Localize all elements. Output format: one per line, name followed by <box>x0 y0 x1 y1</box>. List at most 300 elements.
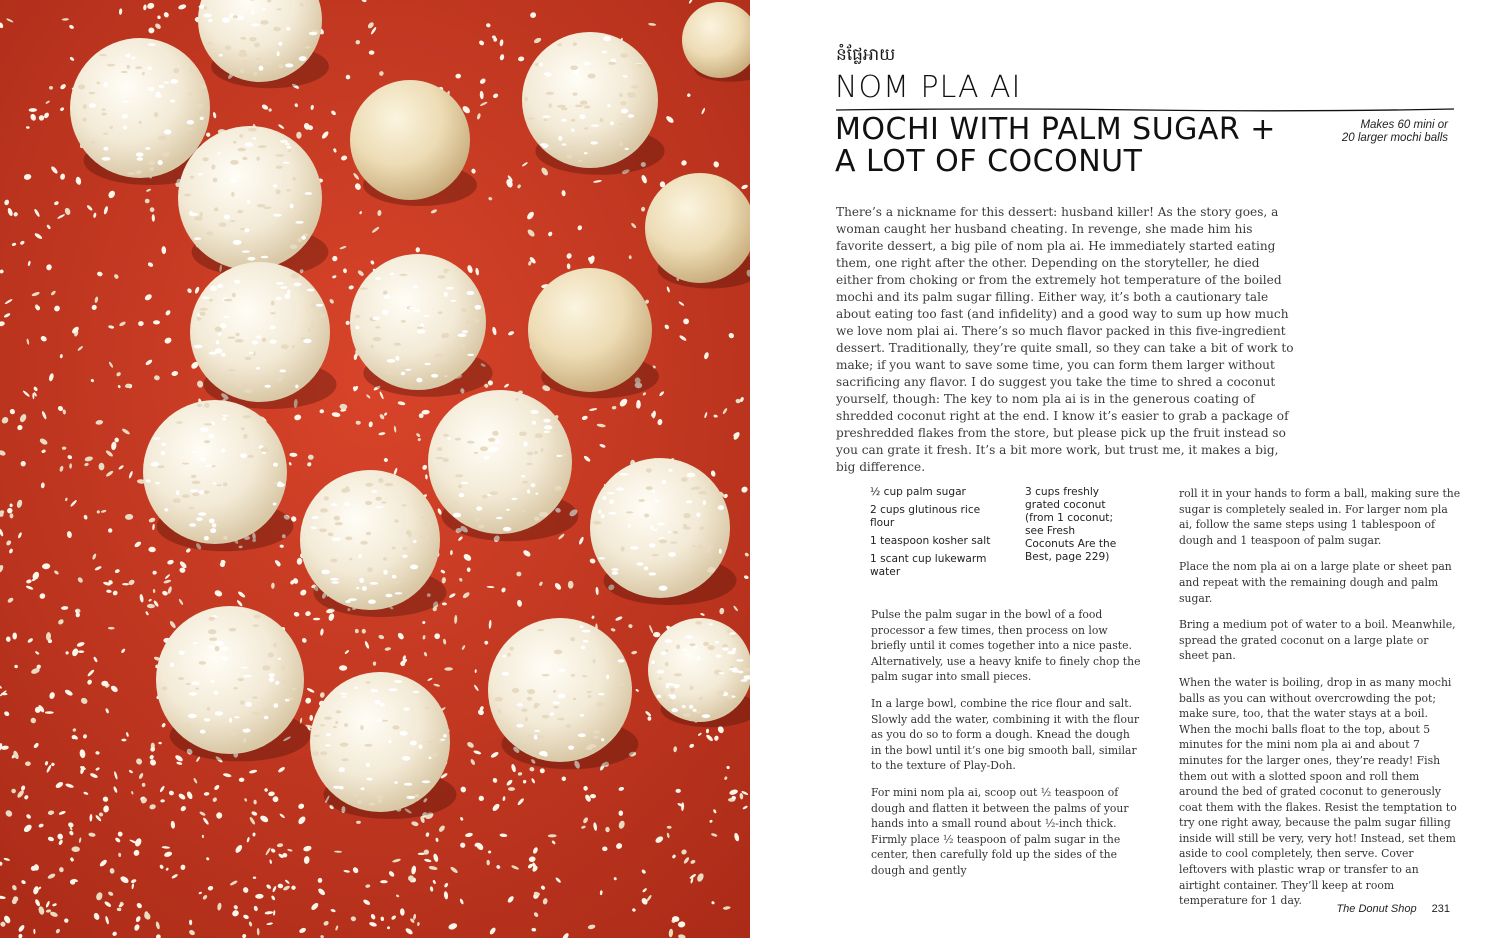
coconut-flake <box>554 650 563 655</box>
coconut-flake <box>256 335 261 339</box>
coconut-flake <box>727 694 732 699</box>
coconut-flake <box>305 192 313 195</box>
coconut-flake <box>380 703 385 706</box>
coconut-flake <box>206 465 213 467</box>
coconut-flake <box>539 512 548 517</box>
yield-line-1: Makes 60 mini or <box>1360 119 1448 131</box>
coconut-flake <box>356 587 359 589</box>
coconut-flake <box>325 744 330 746</box>
coconut-flake <box>730 666 734 668</box>
coconut-flake <box>611 568 619 570</box>
coconut-flake <box>423 315 430 317</box>
coconut-flake <box>197 317 202 321</box>
coated-mochi-ball <box>522 32 658 168</box>
coconut-flake <box>216 484 222 486</box>
coconut-flake <box>553 690 556 693</box>
coconut-flake <box>127 172 135 174</box>
coconut-flake <box>621 546 625 551</box>
coconut-flake <box>668 469 672 472</box>
coconut-flake <box>381 501 386 503</box>
coconut-flake <box>668 552 676 557</box>
coconut-flake <box>287 146 292 149</box>
coconut-flake <box>200 730 206 734</box>
coconut-flake <box>534 451 538 454</box>
coconut-flake <box>659 539 667 543</box>
coconut-flake <box>240 453 247 458</box>
coconut-flake <box>522 509 526 512</box>
coconut-flake <box>101 681 108 687</box>
coconut-flake <box>243 415 252 418</box>
coconut-flake <box>335 710 341 713</box>
coconut-flake <box>403 367 411 369</box>
coconut-flake <box>216 340 220 344</box>
coconut-flake <box>652 489 655 493</box>
coconut-flake <box>414 794 419 797</box>
coconut-flake <box>416 378 422 383</box>
coconut-flake <box>601 738 604 741</box>
coconut-flake <box>345 537 352 541</box>
coconut-flake <box>588 74 596 79</box>
coconut-flake <box>531 410 539 414</box>
coconut-flake <box>342 695 346 697</box>
coconut-flake <box>495 697 503 702</box>
coconut-flake <box>628 114 634 118</box>
coconut-flake <box>420 535 429 539</box>
coconut-flake <box>572 93 577 96</box>
coconut-flake <box>366 681 371 683</box>
coconut-flake <box>256 367 260 370</box>
coconut-flake <box>652 529 658 531</box>
coconut-flake <box>385 594 392 598</box>
coconut-flake <box>537 629 544 631</box>
coconut-flake <box>340 693 347 695</box>
coconut-flake <box>209 434 215 439</box>
coconut-flake <box>78 84 85 89</box>
coconut-flake <box>383 291 388 295</box>
coconut-flake <box>83 104 87 109</box>
coconut-flake <box>253 877 256 879</box>
coconut-flake <box>539 63 544 67</box>
coconut-flake <box>697 656 701 660</box>
coconut-flake <box>291 273 299 278</box>
coconut-flake <box>121 71 128 73</box>
coconut-flake <box>699 697 704 701</box>
running-section-title: The Donut Shop <box>1336 903 1417 915</box>
coconut-flake <box>357 800 362 803</box>
coconut-flake <box>247 200 250 204</box>
coconut-flake <box>224 215 230 220</box>
method-column-2 <box>1179 486 1461 920</box>
coconut-flake <box>402 756 410 761</box>
coconut-flake <box>401 320 406 323</box>
coconut-flake <box>236 333 240 337</box>
coconut-flake <box>394 519 399 523</box>
coconut-flake <box>455 474 463 477</box>
coconut-flake <box>300 3 304 7</box>
coconut-flake <box>188 127 194 129</box>
ingredient-item: 1 teaspoon kosher salt <box>870 535 991 547</box>
coconut-flake <box>450 300 456 302</box>
coconut-flake <box>320 313 326 318</box>
coconut-flake <box>90 141 95 144</box>
coconut-flake <box>335 721 338 724</box>
coconut-flake <box>340 743 349 747</box>
coconut-flake <box>582 675 587 677</box>
coconut-flake <box>482 495 487 499</box>
coconut-flake <box>410 565 418 570</box>
coconut-flake <box>88 92 95 94</box>
coconut-flake <box>392 547 396 550</box>
coconut-flake <box>173 68 179 73</box>
recipe-yield <box>1288 119 1448 145</box>
coconut-flake <box>571 119 575 122</box>
coconut-flake <box>519 432 527 436</box>
coconut-flake <box>264 716 269 720</box>
coconut-flake <box>610 121 614 125</box>
coconut-flake <box>534 517 540 521</box>
coconut-flake <box>527 697 532 701</box>
coconut-flake <box>153 437 160 439</box>
coconut-flake <box>234 687 238 689</box>
coconut-flake <box>621 109 628 114</box>
coconut-flake <box>307 289 315 292</box>
coconut-flake <box>619 93 623 97</box>
coconut-flake <box>557 43 562 46</box>
coconut-flake <box>198 173 203 175</box>
coconut-flake <box>584 127 589 129</box>
coconut-flake <box>203 13 211 17</box>
coconut-flake <box>523 741 527 744</box>
coconut-flake <box>97 81 100 84</box>
coconut-flake <box>349 558 352 561</box>
coconut-flake <box>544 119 548 121</box>
coconut-flake <box>392 725 399 729</box>
coconut-flake <box>503 527 511 531</box>
coconut-flake <box>207 42 212 45</box>
coconut-flake <box>628 94 637 98</box>
coconut-flake <box>553 706 559 709</box>
coconut-flake <box>375 497 381 501</box>
coconut-flake <box>251 10 255 15</box>
coconut-flake <box>320 724 325 726</box>
coconut-flake <box>185 683 191 685</box>
coconut-flake <box>233 15 238 18</box>
coconut-flake <box>223 536 227 540</box>
coconut-flake <box>276 282 284 285</box>
coconut-flake <box>279 369 286 372</box>
coconut-flake <box>524 97 528 102</box>
coated-mochi-ball <box>156 606 304 754</box>
coconut-flake <box>121 101 130 103</box>
coconut-flake <box>191 682 200 686</box>
coconut-flake <box>275 446 278 451</box>
coconut-flake <box>394 581 399 585</box>
coconut-flake <box>512 506 516 509</box>
coconut-flake <box>707 544 714 549</box>
coconut-flake <box>189 69 193 72</box>
coconut-flake <box>542 715 549 719</box>
coconut-flake <box>202 296 210 299</box>
recipe-title-line-1: MOCHI WITH PALM SUGAR + <box>835 112 1276 147</box>
coconut-flake <box>229 718 232 723</box>
coconut-flake <box>568 746 574 750</box>
coconut-flake <box>419 745 423 750</box>
coconut-flake <box>665 662 669 667</box>
coconut-flake <box>184 194 192 197</box>
coconut-flake <box>612 571 619 575</box>
coconut-flake <box>135 66 142 69</box>
coconut-flake <box>241 667 249 669</box>
coconut-flake <box>281 344 289 349</box>
coconut-flake <box>385 483 394 486</box>
coconut-flake <box>252 137 256 139</box>
coconut-flake <box>618 659 625 662</box>
coconut-flake <box>580 100 588 104</box>
coconut-flake <box>380 880 388 883</box>
coconut-flake <box>492 431 498 436</box>
coconut-flake <box>244 389 253 393</box>
coconut-flake <box>223 482 228 486</box>
coconut-flake <box>414 309 420 313</box>
coconut-flake <box>626 511 633 513</box>
coconut-flake <box>182 463 189 465</box>
coconut-flake <box>276 8 282 10</box>
coconut-flake <box>233 240 242 245</box>
coconut-flake <box>278 42 282 46</box>
coconut-flake <box>686 500 693 503</box>
coconut-flake <box>365 501 372 505</box>
coconut-flake <box>431 374 438 378</box>
ingredient-column-right <box>1025 486 1125 569</box>
coconut-flake <box>580 714 585 717</box>
coconut-flake <box>209 518 215 523</box>
coconut-flake <box>277 378 282 382</box>
coconut-flake <box>316 304 324 307</box>
coconut-flake <box>342 758 349 761</box>
coconut-flake <box>417 327 424 329</box>
coconut-flake <box>378 799 382 803</box>
coconut-flake <box>364 744 372 747</box>
ingredient-item: 2 cups glutinous rice flour <box>870 504 981 529</box>
coconut-flake <box>413 691 419 693</box>
coconut-flake <box>444 375 448 377</box>
coconut-flake <box>658 522 665 525</box>
coconut-flake <box>224 299 232 302</box>
coconut-flake <box>301 236 306 240</box>
coconut-flake <box>228 733 236 736</box>
coated-mochi-ball <box>300 470 440 610</box>
coconut-flake <box>521 708 527 712</box>
coconut-flake <box>253 614 261 618</box>
coconut-flake <box>192 492 199 496</box>
coconut-flake <box>372 317 380 321</box>
coconut-flake <box>179 651 185 656</box>
coconut-flake <box>665 650 669 652</box>
coconut-flake <box>204 536 209 540</box>
coconut-flake <box>696 513 700 518</box>
recipe-page <box>750 0 1500 938</box>
coconut-flake <box>215 646 219 651</box>
coconut-flake <box>692 545 695 547</box>
coconut-flake <box>526 118 534 120</box>
coconut-flake <box>453 501 458 503</box>
coconut-flake <box>571 129 574 132</box>
coconut-flake <box>586 691 592 693</box>
coconut-flake <box>370 362 376 365</box>
coconut-flake <box>49 86 53 90</box>
coconut-flake <box>508 653 511 657</box>
coconut-flake <box>304 46 310 48</box>
coconut-flake <box>199 312 205 316</box>
coconut-flake <box>619 142 623 145</box>
coconut-flake <box>285 143 290 146</box>
coconut-flake <box>324 717 332 720</box>
recipe-title <box>835 114 1285 178</box>
coconut-flake <box>609 500 614 504</box>
coconut-flake <box>256 157 259 161</box>
coconut-flake <box>537 735 545 738</box>
coconut-flake <box>511 498 517 500</box>
coconut-flake <box>509 647 514 651</box>
coconut-flake <box>526 734 533 738</box>
coconut-flake <box>277 51 280 56</box>
coconut-flake <box>142 72 145 75</box>
coconut-flake <box>620 53 628 57</box>
coconut-flake <box>553 454 556 459</box>
coconut-flake <box>345 489 350 492</box>
coconut-flake <box>110 126 114 129</box>
coconut-flake <box>741 679 748 682</box>
coconut-flake <box>607 492 615 494</box>
coconut-flake <box>603 36 611 41</box>
coconut-flake <box>190 176 194 179</box>
coconut-flake <box>243 60 249 63</box>
coconut-flake <box>562 143 567 145</box>
coconut-flake <box>290 204 294 209</box>
coconut-flake <box>208 19 213 23</box>
coconut-flake <box>278 481 282 484</box>
coconut-flake <box>663 695 666 700</box>
coconut-flake <box>240 68 244 73</box>
coconut-flake <box>137 157 143 160</box>
coconut-flake <box>331 503 337 506</box>
coconut-flake <box>674 673 682 676</box>
coconut-flake <box>544 753 548 757</box>
coconut-flake <box>239 50 246 54</box>
coconut-flake <box>204 6 207 10</box>
coconut-flake <box>280 140 288 143</box>
coconut-flake <box>422 780 431 783</box>
coconut-flake <box>221 656 228 660</box>
coconut-flake <box>173 498 181 503</box>
coconut-flake <box>653 632 660 637</box>
coconut-flake <box>473 318 479 323</box>
coconut-flake <box>646 468 652 473</box>
coconut-flake <box>542 674 550 676</box>
coconut-flake <box>515 398 518 401</box>
coconut-flake <box>402 547 407 550</box>
coconut-flake <box>546 92 554 95</box>
page-footer <box>1336 903 1450 915</box>
method-step: Pulse the palm sugar in the bowl of a food processor a few times, then process on low briefly until it comes together into a nice paste. Alternatively, use a heavy knife to finely chop the palm sugar into small pieces. <box>871 608 1141 684</box>
coconut-flake <box>244 228 249 232</box>
coated-mochi-ball <box>428 390 572 534</box>
coconut-flake <box>396 783 401 786</box>
coconut-flake <box>209 299 213 302</box>
coconut-flake <box>368 600 376 604</box>
coconut-flake <box>377 795 383 799</box>
coconut-flake <box>344 723 348 727</box>
coconut-flake <box>673 531 678 534</box>
coconut-flake <box>292 687 296 690</box>
coconut-flake <box>467 441 475 444</box>
coconut-flake <box>227 336 235 339</box>
coconut-flake <box>139 121 142 124</box>
coconut-flake <box>414 769 423 773</box>
coconut-flake <box>703 500 706 505</box>
coconut-flake <box>276 166 283 169</box>
coconut-flake <box>135 170 141 174</box>
coconut-flake <box>198 512 206 516</box>
coconut-flake <box>683 713 691 717</box>
coconut-flake <box>325 585 330 587</box>
coconut-flake <box>170 100 175 103</box>
coconut-flake <box>600 118 604 122</box>
coconut-flake <box>234 716 239 718</box>
coconut-flake <box>561 453 567 455</box>
coconut-flake <box>155 482 160 484</box>
coconut-flake <box>164 508 168 511</box>
coconut-flake <box>122 114 128 118</box>
coconut-flake <box>333 786 340 789</box>
coconut-flake <box>402 555 408 558</box>
coconut-flake <box>170 136 178 139</box>
coconut-flake <box>192 451 197 453</box>
coconut-flake <box>187 120 195 124</box>
coconut-flake <box>99 54 107 56</box>
coated-mochi-ball <box>178 126 322 270</box>
coconut-flake <box>360 725 363 730</box>
coconut-flake <box>276 154 285 157</box>
coconut-flake <box>441 334 445 339</box>
coconut-flake <box>534 735 538 740</box>
coconut-flake <box>685 635 693 638</box>
coconut-flake <box>189 523 196 527</box>
coconut-flake <box>623 75 628 77</box>
coconut-flake <box>214 691 218 695</box>
coconut-flake <box>593 730 599 734</box>
coconut-flake <box>484 456 490 460</box>
coconut-flake <box>644 566 648 570</box>
coconut-flake <box>243 738 246 743</box>
coconut-flake <box>557 105 566 108</box>
coconut-flake <box>252 712 260 716</box>
coconut-flake <box>158 93 161 97</box>
coconut-flake <box>438 275 446 279</box>
coconut-flake <box>219 223 227 227</box>
coconut-flake <box>344 502 350 506</box>
coconut-flake <box>270 312 275 314</box>
coconut-flake <box>230 178 236 183</box>
coconut-flake <box>467 354 474 356</box>
coconut-flake <box>535 493 538 495</box>
coconut-flake <box>553 428 559 432</box>
coconut-flake <box>269 677 275 682</box>
coconut-flake <box>410 741 417 746</box>
coconut-flake <box>242 250 250 252</box>
coconut-flake <box>458 485 462 489</box>
method-step: Place the nom pla ai on a large plate or sheet pan and repeat with the remaining dough and palm sugar. <box>1179 560 1452 605</box>
